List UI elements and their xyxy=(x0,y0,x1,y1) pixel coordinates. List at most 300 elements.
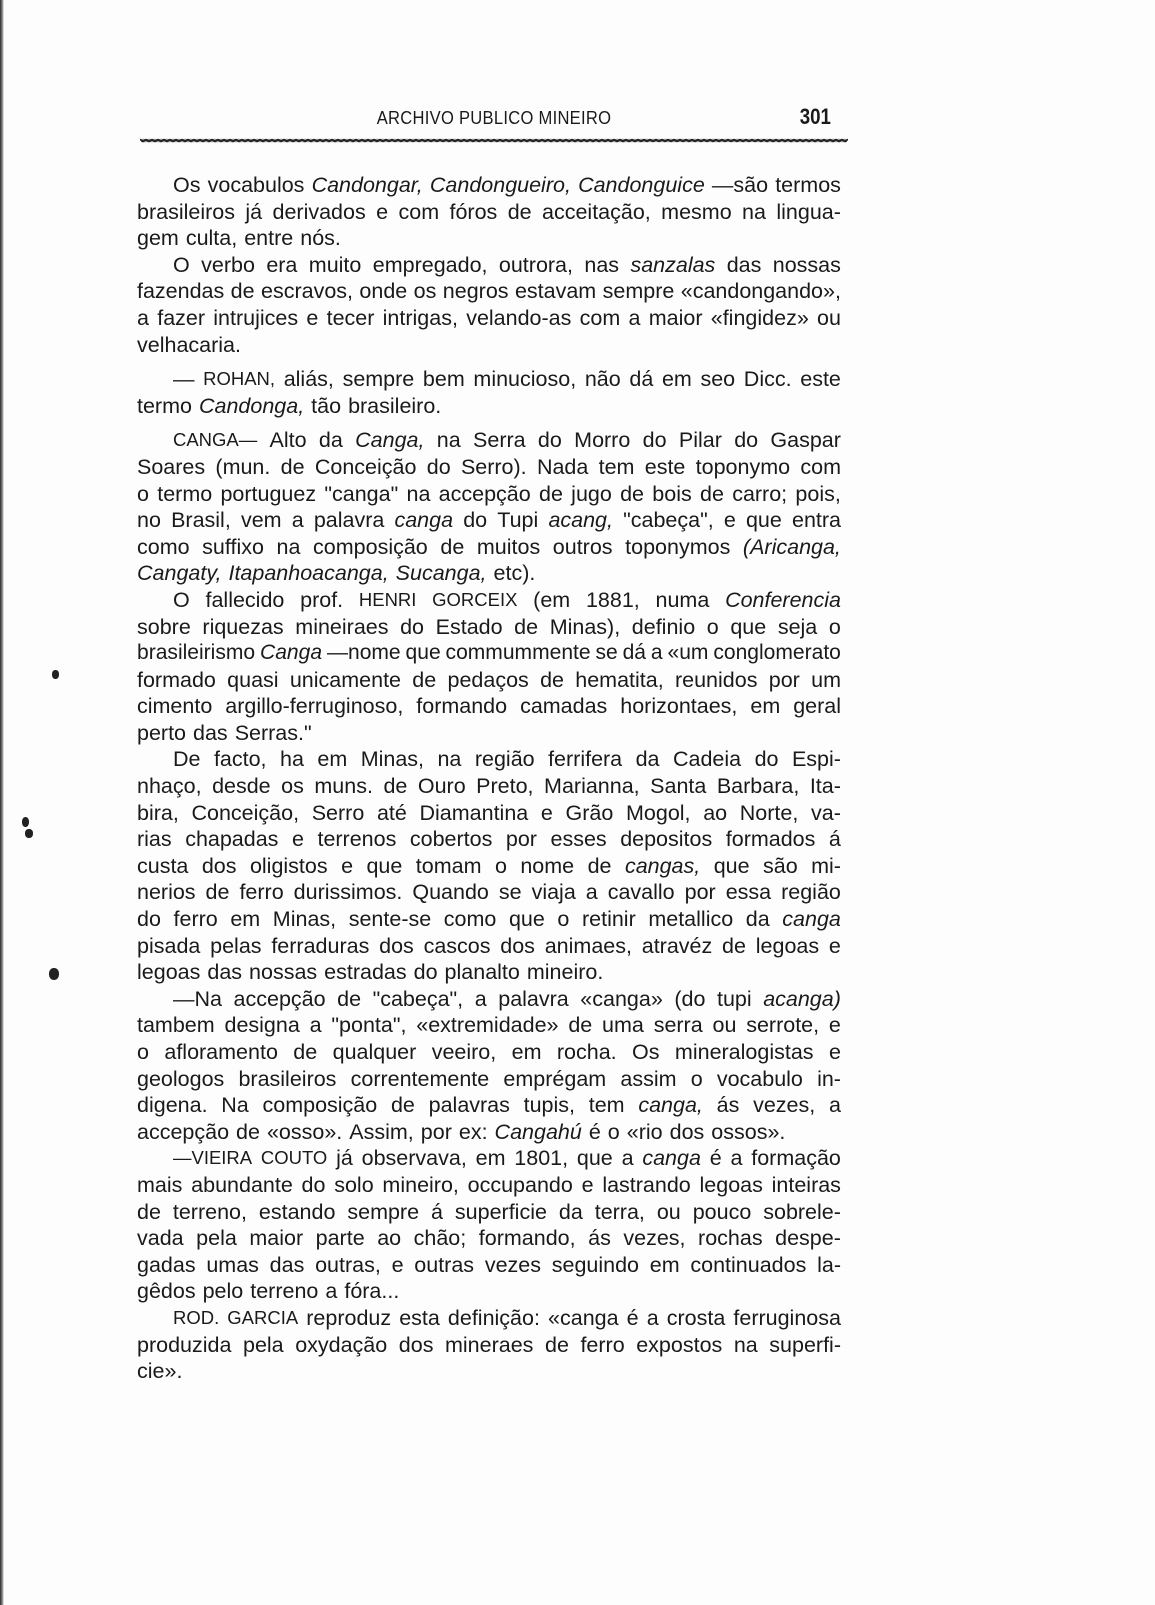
scan-speck xyxy=(52,670,59,679)
word: metallico xyxy=(648,907,734,932)
word: termo xyxy=(157,481,213,506)
word: legoas xyxy=(699,1172,763,1197)
text-line xyxy=(137,826,841,853)
word: de xyxy=(230,279,255,304)
word: jugo xyxy=(571,481,612,506)
word: e xyxy=(828,1040,841,1064)
word: por xyxy=(768,667,800,692)
word: ou xyxy=(712,1013,737,1038)
word: in- xyxy=(817,1066,841,1091)
word: brasileiro. xyxy=(348,393,442,418)
word: Marianna, xyxy=(544,774,640,799)
text-line xyxy=(137,560,841,587)
word: sempre xyxy=(342,367,415,392)
word: fazendas xyxy=(137,279,225,304)
word: reproduz xyxy=(306,1305,392,1330)
text-line xyxy=(137,172,841,199)
word: escravos, xyxy=(261,279,354,304)
word: gem xyxy=(137,226,179,251)
word: brasileirismo xyxy=(137,641,256,665)
word: dá xyxy=(622,641,647,665)
word: o xyxy=(690,1066,703,1091)
word: «fingidez» xyxy=(710,305,809,330)
word: 1881, xyxy=(585,587,640,612)
word: pedaços xyxy=(447,667,529,692)
word: tambem xyxy=(137,1013,215,1038)
text-line xyxy=(137,393,841,420)
italic-word: Canga, xyxy=(355,428,425,453)
word: com xyxy=(800,454,841,479)
word: Conceição xyxy=(314,454,417,479)
word: emprégam xyxy=(503,1066,607,1091)
word: são xyxy=(763,853,798,878)
word: terrenos xyxy=(317,827,397,852)
small-caps-name: COUTO xyxy=(260,1147,328,1169)
word: de xyxy=(412,667,437,692)
word: ferraduras xyxy=(271,933,370,958)
body-text xyxy=(137,172,841,1385)
word: Morro xyxy=(574,428,631,453)
word: quasi xyxy=(227,667,279,692)
word: com xyxy=(579,305,621,330)
word: ás xyxy=(588,1226,611,1251)
word: em xyxy=(230,907,261,932)
word: dos xyxy=(398,1332,434,1357)
scan-speck xyxy=(49,968,59,980)
word: Santa xyxy=(650,774,707,799)
word: do xyxy=(642,428,667,453)
word: 1801, xyxy=(514,1146,569,1171)
word: em xyxy=(317,747,348,772)
word: bois xyxy=(652,481,692,506)
word: Barbara, xyxy=(716,774,800,799)
word: fóros xyxy=(449,199,498,224)
word: oligistos xyxy=(249,853,328,878)
italic-word: Candongar, xyxy=(311,173,423,197)
word: aliás, xyxy=(283,367,334,392)
word: terreno, xyxy=(172,1199,247,1224)
italic-word: canga xyxy=(782,907,841,932)
word: das xyxy=(726,252,762,277)
word: Minas), xyxy=(549,614,621,639)
word: cobertos xyxy=(409,827,493,852)
word: a xyxy=(585,880,598,905)
word: na xyxy=(406,481,431,506)
word: ferruginosa xyxy=(733,1305,841,1330)
word: crosta xyxy=(666,1305,726,1330)
word: depositos xyxy=(620,827,713,852)
word: mesmo xyxy=(661,199,732,224)
word: ex: xyxy=(458,1119,488,1144)
word: velando-as xyxy=(466,305,572,330)
word: Serras." xyxy=(234,720,312,745)
word: ferro xyxy=(173,907,218,932)
small-caps-name: CANGA— xyxy=(173,429,258,451)
word: viaja xyxy=(531,880,576,905)
word: e xyxy=(391,1252,404,1277)
text-line xyxy=(137,1305,841,1332)
word: fazer xyxy=(157,305,206,330)
paragraph-gap xyxy=(137,358,841,366)
text-line xyxy=(137,366,841,393)
word: Dicc. xyxy=(743,367,792,392)
page-number: 301 xyxy=(800,104,832,129)
text-line xyxy=(137,1012,841,1039)
word: de xyxy=(568,1013,593,1038)
word: de xyxy=(337,986,362,1011)
word: do xyxy=(754,747,779,772)
word: um xyxy=(811,667,841,692)
word: sente-se xyxy=(348,907,432,932)
word: palavra xyxy=(498,986,569,1011)
word: fóra... xyxy=(344,1279,400,1304)
word: entra xyxy=(791,508,841,533)
word: —são xyxy=(711,173,769,197)
word: qualquer xyxy=(332,1040,417,1064)
word: a xyxy=(291,508,304,533)
word: em xyxy=(661,367,692,392)
word: a xyxy=(137,305,149,330)
text-line xyxy=(137,1039,841,1066)
word: accepção xyxy=(137,1119,230,1144)
word: «canga» xyxy=(580,986,663,1011)
word: até xyxy=(376,800,407,825)
word: vocabulo xyxy=(716,1066,803,1091)
word: umas xyxy=(206,1252,259,1277)
word: que xyxy=(508,907,545,932)
word: Gaspar xyxy=(770,428,841,453)
word: do xyxy=(301,1172,326,1197)
word: observava, xyxy=(361,1146,467,1171)
word: —nome xyxy=(326,641,401,665)
word: chapadas xyxy=(185,827,279,852)
word: nós. xyxy=(300,226,341,251)
word: das xyxy=(193,720,228,745)
text-line xyxy=(137,933,841,960)
word: o xyxy=(706,614,719,639)
word: o xyxy=(607,1119,620,1144)
word: na xyxy=(437,747,462,772)
word: do xyxy=(400,614,425,639)
word: definição: xyxy=(447,1305,540,1330)
word: hematita, xyxy=(575,667,664,692)
paragraph-gap xyxy=(137,419,841,427)
word: na xyxy=(733,1332,758,1357)
word: á xyxy=(828,827,841,852)
word: durissimos. xyxy=(293,880,403,905)
word: em xyxy=(511,1040,542,1064)
word: formado xyxy=(137,667,216,692)
text-line xyxy=(137,746,841,773)
text-line xyxy=(137,1172,841,1199)
word: e xyxy=(828,933,841,958)
word: se xyxy=(498,880,522,905)
text-line xyxy=(137,667,841,694)
word: nas xyxy=(584,252,620,277)
italic-word: canga xyxy=(394,508,454,533)
word: uma xyxy=(602,1013,644,1038)
word: e xyxy=(306,305,319,330)
word: nhaço, xyxy=(137,774,202,799)
word: assim xyxy=(620,1066,677,1091)
word: dos xyxy=(201,853,237,878)
word: portuguez xyxy=(220,481,317,506)
text-line xyxy=(137,1145,841,1172)
word: de xyxy=(440,534,465,559)
word: já xyxy=(336,1146,353,1171)
word: estavam xyxy=(514,279,597,304)
small-caps-name: GORCEIX xyxy=(432,588,518,610)
word: seguindo xyxy=(551,1252,640,1277)
small-caps-name: —VIEIRA xyxy=(173,1147,253,1169)
word: do xyxy=(537,428,562,453)
header-wavy-rule xyxy=(140,138,848,143)
small-caps-name: HENRI xyxy=(358,588,417,610)
italic-word: acang, xyxy=(548,508,613,533)
word: ou xyxy=(656,1199,681,1224)
italic-word: cangas, xyxy=(624,853,701,878)
word: Serra xyxy=(473,428,526,453)
word: muns. xyxy=(314,774,373,799)
word: sobre xyxy=(137,614,191,639)
word: do xyxy=(463,508,488,533)
word: nerios xyxy=(137,880,196,905)
word: vezes, xyxy=(753,1093,816,1118)
italic-word: canga, xyxy=(638,1093,703,1118)
word: Soares xyxy=(137,454,206,479)
word: definio xyxy=(631,614,696,639)
word: Os xyxy=(173,173,201,197)
word: pois, xyxy=(795,481,841,506)
word: essa xyxy=(725,880,772,905)
word: geologos xyxy=(137,1066,225,1091)
word: esta xyxy=(399,1305,440,1330)
word: mi- xyxy=(811,853,841,878)
word: terreno xyxy=(250,1279,319,1304)
small-caps-name: GARCIA xyxy=(227,1306,299,1328)
word: o xyxy=(557,907,570,932)
word: despe- xyxy=(775,1226,841,1251)
word: onde xyxy=(359,279,408,304)
word: tecer xyxy=(326,305,375,330)
text-line xyxy=(137,534,841,561)
word: os xyxy=(413,279,437,304)
text-line xyxy=(137,640,841,667)
word: muito xyxy=(308,252,362,277)
word: Norte, xyxy=(739,800,799,825)
word: em xyxy=(750,694,781,719)
word: Quando xyxy=(412,880,489,905)
text-line xyxy=(137,481,841,508)
word: pela xyxy=(196,1226,237,1251)
text-line xyxy=(137,959,841,986)
word: la- xyxy=(817,1252,841,1277)
word: na xyxy=(742,199,766,224)
word: da xyxy=(558,1199,583,1224)
italic-word: canga xyxy=(642,1146,701,1171)
word: tem xyxy=(598,454,635,479)
word: que xyxy=(745,508,782,533)
italic-word: Conferencia xyxy=(725,587,841,612)
word: outras, xyxy=(315,1252,381,1277)
word: formados xyxy=(725,827,816,852)
word: estradas xyxy=(324,960,407,985)
word: e xyxy=(291,827,304,852)
word: nome xyxy=(520,853,575,878)
word: de xyxy=(137,1199,161,1224)
word: palavras xyxy=(428,1093,510,1118)
word: mineraes xyxy=(445,1332,534,1357)
word: o xyxy=(137,481,149,506)
word: riquezas xyxy=(202,614,284,639)
text-line xyxy=(137,879,841,906)
word: «osso». xyxy=(266,1119,343,1144)
word: estando xyxy=(258,1199,336,1224)
word: verbo xyxy=(201,252,255,277)
word: sempre xyxy=(347,1199,420,1224)
word: de xyxy=(540,667,564,692)
text-line xyxy=(137,1092,841,1119)
page-header xyxy=(140,104,848,134)
word: mineralogistas xyxy=(674,1040,814,1064)
text-line xyxy=(137,986,841,1013)
word: tupi xyxy=(716,986,752,1011)
word: solo xyxy=(334,1172,374,1197)
word: de xyxy=(236,1119,260,1144)
word: desde xyxy=(212,774,271,799)
word: ferrifera xyxy=(548,747,623,772)
word: "cabeça", xyxy=(623,508,714,533)
word: os xyxy=(281,774,304,799)
text-line xyxy=(137,1066,841,1093)
word: etc). xyxy=(493,561,536,586)
word: «canga xyxy=(548,1305,619,1330)
word: lastrando xyxy=(602,1172,691,1197)
word: chão; xyxy=(413,1226,467,1251)
word: (em xyxy=(533,587,571,612)
word: va- xyxy=(811,800,841,825)
word: do xyxy=(734,428,759,453)
word: mineiraes xyxy=(295,614,389,639)
word: oxydação xyxy=(295,1332,388,1357)
word: «um xyxy=(667,641,709,665)
word: formando xyxy=(416,694,508,719)
word: Na xyxy=(221,1093,249,1118)
word: vada xyxy=(137,1226,184,1251)
word: da xyxy=(635,747,660,772)
word: por xyxy=(684,880,716,905)
word: O xyxy=(173,587,190,612)
word: se xyxy=(595,641,618,665)
word: mais xyxy=(137,1172,183,1197)
italic-word: Cangahú xyxy=(494,1119,582,1144)
italic-word: acanga) xyxy=(763,986,841,1011)
word: Ita- xyxy=(809,774,841,799)
word: o xyxy=(828,614,841,639)
word: «candongando», xyxy=(680,279,841,304)
word: tupis, xyxy=(523,1093,576,1118)
word: no xyxy=(137,508,161,533)
word: de xyxy=(544,1332,569,1357)
word: empregado, xyxy=(372,252,488,277)
word: Serro). xyxy=(460,454,527,479)
text-line xyxy=(137,720,841,747)
word: ossos». xyxy=(711,1119,786,1144)
word: gêdos xyxy=(137,1279,196,1304)
word: ao xyxy=(703,800,728,825)
word: formando, xyxy=(478,1226,576,1251)
word: que xyxy=(576,1146,613,1171)
italic-word: Candonga, xyxy=(198,393,305,418)
word: sempre xyxy=(602,279,675,304)
word: fallecido xyxy=(205,587,285,612)
word: occupando xyxy=(467,1172,573,1197)
word: perto xyxy=(137,720,187,745)
word: serrote, xyxy=(746,1013,820,1038)
text-line xyxy=(137,454,841,481)
word: Assim, xyxy=(349,1119,414,1144)
word: a xyxy=(646,1305,659,1330)
word: "cabeça", xyxy=(372,986,464,1011)
word: argillo-ferruginoso, xyxy=(225,694,404,719)
word: O xyxy=(173,252,190,277)
word: afloramento xyxy=(164,1040,278,1064)
word: da xyxy=(745,907,770,932)
word: das xyxy=(207,960,243,985)
word: planalto xyxy=(444,960,520,985)
word: tomam xyxy=(415,853,482,878)
word: da xyxy=(318,428,343,453)
text-line xyxy=(137,199,841,226)
word: a xyxy=(628,305,641,330)
text-line xyxy=(137,614,841,641)
word: Estado xyxy=(435,614,503,639)
italic-word: (Aricanga, xyxy=(742,534,841,559)
word: maior xyxy=(648,305,703,330)
text-line xyxy=(137,332,841,359)
word: vezes, xyxy=(623,1226,686,1251)
word: pisada xyxy=(137,933,201,958)
word: é xyxy=(709,1146,722,1171)
word: palavra xyxy=(313,508,385,533)
word: a xyxy=(474,986,487,1011)
text-line xyxy=(137,427,841,454)
word: de xyxy=(280,454,305,479)
text-line xyxy=(137,1225,841,1252)
word: accepção xyxy=(233,986,326,1011)
word: em xyxy=(649,1252,680,1277)
word: toponymos xyxy=(625,534,731,559)
italic-word: sanzalas xyxy=(630,252,716,277)
word: acceitação, xyxy=(542,199,651,224)
text-line xyxy=(137,305,841,332)
word: do xyxy=(137,907,161,932)
word: composição xyxy=(313,534,428,559)
word: com xyxy=(398,199,440,224)
word: abundante xyxy=(191,1172,293,1197)
word: De xyxy=(173,747,201,772)
word: região xyxy=(781,880,841,905)
word: de xyxy=(293,1040,318,1064)
word: cie». xyxy=(137,1359,183,1384)
word: seja xyxy=(777,614,818,639)
word: de xyxy=(514,614,539,639)
word: Serro xyxy=(311,800,365,825)
word: formação xyxy=(751,1146,841,1171)
word: nossas xyxy=(772,252,841,277)
word: Nada xyxy=(536,454,589,479)
word: correntemente xyxy=(350,1066,490,1091)
